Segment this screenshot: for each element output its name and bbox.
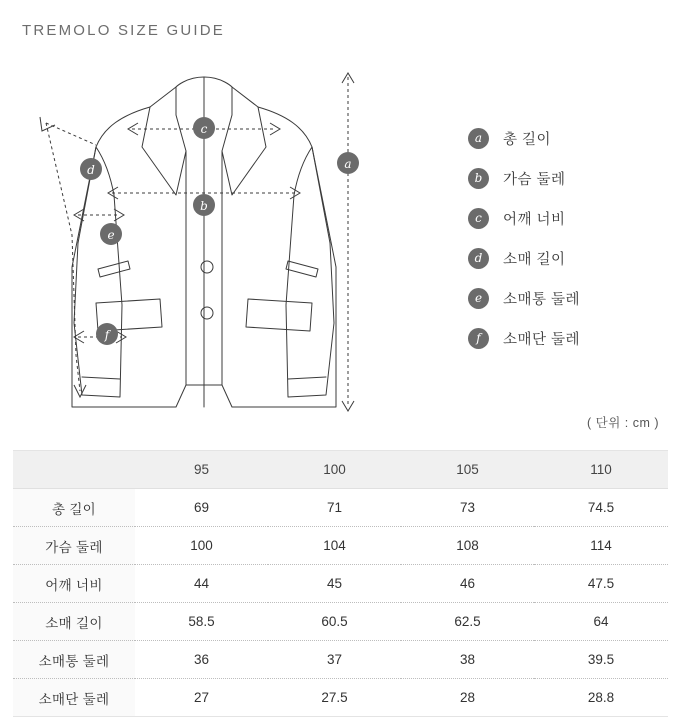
row-label-shoulder: 어깨 너비: [13, 565, 135, 603]
table-header-corner: [13, 451, 135, 489]
cell-bicep-95: 36: [135, 641, 268, 679]
cell-chest-100: 104: [268, 527, 401, 565]
cell-cuff-100: 27.5: [268, 679, 401, 717]
row-label-total-length: 총 길이: [13, 489, 135, 527]
table-row: [13, 565, 668, 603]
legend: [468, 118, 668, 358]
cell-chest-110: 114: [534, 527, 668, 565]
cell-shoulder-95: 44: [135, 565, 268, 603]
legend-label-b: 가슴 둘레: [503, 171, 566, 188]
cell-bicep-100: 37: [268, 641, 401, 679]
row-label-bicep: 소매통 둘레: [13, 641, 135, 679]
legend-item-e: [468, 278, 668, 318]
legend-item-b: [468, 158, 668, 198]
cell-shoulder-105: 46: [401, 565, 534, 603]
cell-sleeve-length-110: 64: [534, 603, 668, 641]
legend-label-f: 소매단 둘레: [503, 331, 581, 348]
unit-note: ( 단위 : cm ): [586, 416, 659, 430]
cell-bicep-110: 39.5: [534, 641, 668, 679]
cell-shoulder-110: 47.5: [534, 565, 668, 603]
row-label-sleeve-length: 소매 길이: [13, 603, 135, 641]
badge-a-icon: a: [468, 128, 489, 149]
legend-item-c: [468, 198, 668, 238]
cell-bicep-105: 38: [401, 641, 534, 679]
legend-item-d: [468, 238, 668, 278]
table-row: [13, 527, 668, 565]
cell-cuff-105: 28: [401, 679, 534, 717]
svg-text:b: b: [200, 199, 208, 213]
badge-b-icon: b: [468, 168, 489, 189]
table-header-95: 95: [135, 451, 268, 489]
badge-f-icon: f: [468, 328, 489, 349]
page-title: TREMOLO SIZE GUIDE: [22, 22, 225, 39]
cell-total-length-100: 71: [268, 489, 401, 527]
table-header-row: [13, 451, 668, 489]
badge-d-icon: d: [468, 248, 489, 269]
cell-total-length-110: 74.5: [534, 489, 668, 527]
cell-sleeve-length-105: 62.5: [401, 603, 534, 641]
cell-shoulder-100: 45: [268, 565, 401, 603]
legend-item-a: [468, 118, 668, 158]
cell-sleeve-length-95: 58.5: [135, 603, 268, 641]
cell-chest-95: 100: [135, 527, 268, 565]
svg-text:d: d: [87, 163, 95, 177]
size-table-wrapper: [13, 450, 668, 717]
size-table: [13, 451, 668, 716]
svg-text:e: e: [107, 228, 115, 242]
table-row: [13, 489, 668, 527]
table-row: [13, 603, 668, 641]
legend-label-e: 소매통 둘레: [503, 291, 581, 308]
table-header-110: 110: [534, 451, 668, 489]
legend-item-f: [468, 318, 668, 358]
svg-text:f: f: [104, 328, 110, 342]
cell-total-length-105: 73: [401, 489, 534, 527]
cell-cuff-95: 27: [135, 679, 268, 717]
badge-c-icon: c: [468, 208, 489, 229]
legend-label-c: 어깨 너비: [503, 211, 566, 228]
table-row: [13, 641, 668, 679]
svg-text:a: a: [344, 157, 352, 171]
cell-total-length-95: 69: [135, 489, 268, 527]
legend-label-a: 총 길이: [503, 131, 552, 148]
badge-e-icon: e: [468, 288, 489, 309]
table-header-100: 100: [268, 451, 401, 489]
cell-chest-105: 108: [401, 527, 534, 565]
legend-label-d: 소매 길이: [503, 251, 566, 268]
table-row: [13, 679, 668, 717]
cell-sleeve-length-100: 60.5: [268, 603, 401, 641]
svg-text:c: c: [200, 122, 208, 136]
row-label-chest: 가슴 둘레: [13, 527, 135, 565]
cell-cuff-110: 28.8: [534, 679, 668, 717]
row-label-cuff: 소매단 둘레: [13, 679, 135, 717]
table-header-105: 105: [401, 451, 534, 489]
